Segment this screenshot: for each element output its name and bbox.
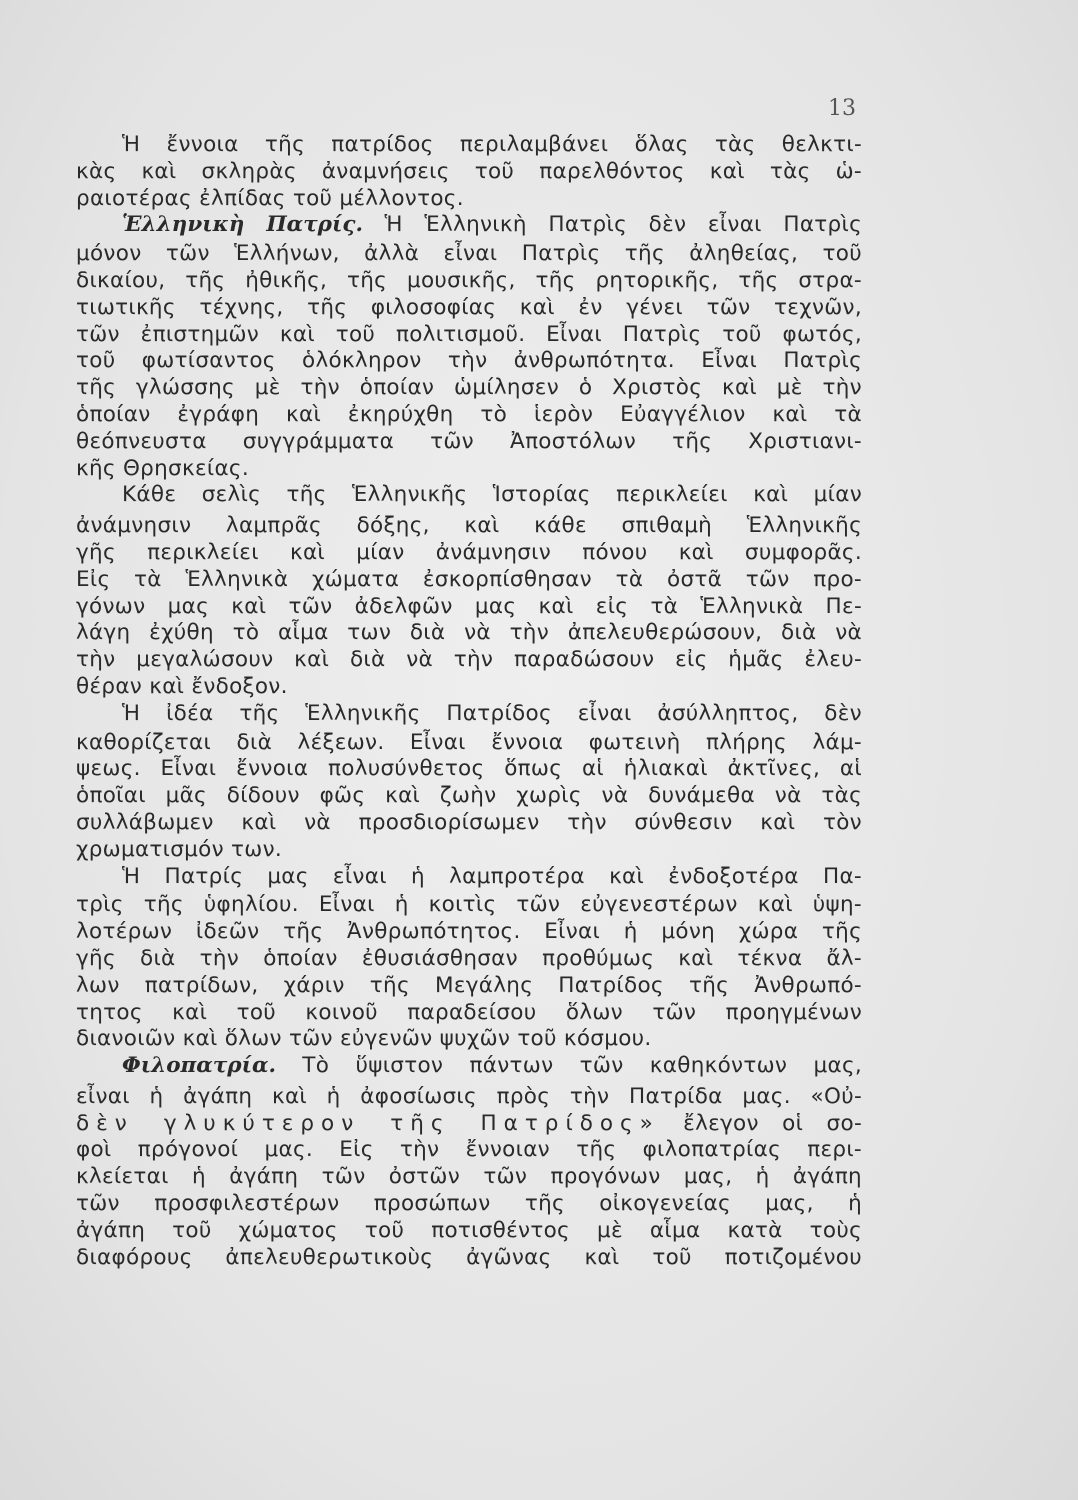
line-text: ἔλεγον οἱ σο- (659, 1110, 863, 1136)
line-text: ὁποῖαι μᾶς δίδουν φῶς καὶ ζωὴν χωρὶς νὰ δυνάμεθα νὰ τὰς (76, 783, 862, 809)
text-line (76, 1164, 862, 1191)
text-line (76, 322, 862, 349)
line-text: Ἡ Πατρίς μας εἶναι ἡ λαμπροτέρα καὶ ἐνδοξοτέρα Πα- (122, 863, 862, 889)
line-text: Κάθε σελὶς τῆς Ἑλληνικῆς Ἱστορίας περικλείει καὶ μίαν (122, 482, 862, 508)
text-line (76, 647, 862, 674)
line-text: μόνον τῶν Ἑλλήνων, ἀλλὰ εἶναι Πατρὶς τῆς ἀληθείας, τοῦ (76, 241, 862, 267)
text-line (76, 837, 862, 864)
text-line (76, 567, 862, 594)
text-line (76, 186, 862, 213)
line-text: λοτέρων ἰδεῶν τῆς Ἀνθρωπότητος. Εἶναι ἡ μόνη χώρα τῆς (76, 919, 862, 945)
line-text: τοῦ φωτίσαντος ὁλόκληρον τὴν ἀνθρωπότητα. Εἶναι Πατρὶς (76, 348, 862, 374)
text-line (76, 946, 862, 973)
text-line (76, 1218, 862, 1245)
text-line (76, 594, 862, 621)
body-text (76, 132, 862, 1271)
line-text: συλλάβωμεν καὶ νὰ προσδιορίσωμεν τὴν σύνθεσιν καὶ τὸν (76, 809, 862, 835)
text-line (76, 919, 862, 946)
text-line (76, 540, 862, 567)
line-text: Ἡ Ἑλληνικὴ Πατρὶς δὲν εἶναι Πατρὶς (362, 212, 862, 238)
text-line (76, 756, 862, 783)
text-line (76, 1245, 862, 1272)
text-line (76, 1000, 862, 1027)
line-text: Εἰς τὰ Ἑλληνικὰ χώματα ἐσκορπίσθησαν τὰ ὀστᾶ τῶν προ- (76, 566, 862, 592)
line-text: τὴν μεγαλώσουν καὶ διὰ νὰ τὴν παραδώσουν εἰς ἡμᾶς ἐλευ- (76, 647, 862, 673)
page-number: 13 (828, 96, 856, 121)
text-line (76, 1137, 862, 1164)
line-text: λάγη ἐχύθη τὸ αἷμα των διὰ νὰ τὴν ἀπελευθερώσουν, διὰ νὰ (76, 620, 862, 646)
text-line (76, 1053, 862, 1080)
line-text: διανοιῶν καὶ ὅλων τῶν εὐγενῶν ψυχῶν τοῦ κόσμου. (76, 1026, 652, 1052)
text-line (76, 973, 862, 1000)
section-lead: Φιλοπατρία. (122, 1053, 277, 1079)
line-text: γῆς περικλείει καὶ μίαν ἀνάμνησιν πόνου καὶ συμφορᾶς. (76, 539, 862, 565)
text-line (76, 674, 862, 701)
line-text: ψεως. Εἶναι ἔννοια πολυσύνθετος ὅπως αἱ ἡλιακαὶ ἀκτῖνες, αἱ (76, 756, 862, 782)
line-text: τητος καὶ τοῦ κοινοῦ παραδείσου ὅλων τῶν προηγμένων (76, 999, 862, 1025)
line-text: τῶν προσφιλεστέρων προσώπων τῆς οἰκογενείας μας, ἡ (76, 1191, 862, 1217)
line-text: γόνων μας καὶ τῶν ἀδελφῶν μας καὶ εἰς τὰ Ἑλληνικὰ Πε- (76, 593, 862, 619)
line-text: καθορίζεται διὰ λέξεων. Εἶναι ἔννοια φωτεινὴ πλήρης λάμ- (76, 729, 862, 755)
text-line (76, 1191, 862, 1218)
line-text: χρωματισμόν των. (76, 836, 283, 862)
line-text: κλείεται ἡ ἀγάπη τῶν ὀστῶν τῶν προγόνων μας, ἡ ἀγάπη (76, 1164, 862, 1190)
line-text: ἀνάμνησιν λαμπρᾶς δόξης, καὶ κάθε σπιθαμὴ Ἑλληνικῆς (76, 513, 862, 539)
text-line (76, 783, 862, 810)
line-text: διαφόρους ἀπελευθερωτικοὺς ἀγῶνας καὶ τοῦ ποτιζομένου (76, 1244, 862, 1270)
line-text: ἀγάπη τοῦ χώματος τοῦ ποτισθέντος μὲ αἷμα κατὰ τοὺς (76, 1217, 862, 1243)
text-line (76, 268, 862, 295)
line-text: κῆς Θρησκείας. (76, 455, 249, 481)
text-line (76, 892, 862, 919)
line-text: δικαίου, τῆς ἠθικῆς, τῆς μουσικῆς, τῆς ρητορικῆς, τῆς στρα- (76, 267, 862, 293)
text-line (76, 429, 862, 456)
text-line (76, 620, 862, 647)
line-text: φοὶ πρόγονοί μας. Εἰς τὴν ἔννοιαν τῆς φιλοπατρίας περι- (76, 1137, 862, 1163)
text-line (76, 159, 862, 186)
text-line (76, 348, 862, 375)
text-line (76, 132, 862, 159)
line-text: θεόπνευστα συγγράμματα τῶν Ἀποστόλων τῆς Χριστιανι- (76, 428, 862, 454)
spaced-quote: δὲν γλυκύτερον τῆς Πατρίδος» (76, 1110, 660, 1136)
text-line (76, 810, 862, 837)
line-text: τῆς γλώσσης μὲ τὴν ὁποίαν ὡμίλησεν ὁ Χριστὸς καὶ μὲ τὴν (76, 375, 862, 401)
text-line (76, 1026, 862, 1053)
section-lead: Ἑλληνικὴ Πατρίς. (122, 212, 363, 238)
text-line (76, 456, 862, 483)
line-text: λων πατρίδων, χάριν τῆς Μεγάλης Πατρίδος τῆς Ἀνθρωπό- (76, 972, 862, 998)
text-line (76, 482, 862, 509)
line-text: Τὸ ὕψιστον πάντων τῶν καθηκόντων μας, (276, 1053, 862, 1079)
text-line (76, 513, 862, 540)
text-line (76, 402, 862, 429)
line-text: κὰς καὶ σκληρὰς ἀναμνήσεις τοῦ παρελθόντος καὶ τὰς ὡ- (76, 158, 862, 184)
text-line (76, 1111, 862, 1138)
text-line (76, 212, 862, 239)
text-line (76, 241, 862, 268)
line-text: Ἡ ἔννοια τῆς πατρίδος περιλαμβάνει ὅλας τὰς θελκτι- (122, 132, 862, 157)
line-text: ραιοτέρας ἐλπίδας τοῦ μέλλοντος. (76, 185, 464, 211)
text-line (76, 295, 862, 322)
line-text: γῆς διὰ τὴν ὁποίαν ἐθυσιάσθησαν προθύμως καὶ τέκνα ἄλ- (76, 945, 862, 971)
line-text: τρὶς τῆς ὑφηλίου. Εἶναι ἡ κοιτὶς τῶν εὐγενεστέρων καὶ ὑψη- (76, 892, 862, 918)
line-text: τιωτικῆς τέχνης, τῆς φιλοσοφίας καὶ ἐν γένει τῶν τεχνῶν, (76, 294, 862, 320)
line-text: τῶν ἐπιστημῶν καὶ τοῦ πολιτισμοῦ. Εἶναι Πατρὶς τοῦ φωτός, (76, 321, 862, 347)
text-line (76, 375, 862, 402)
text-line (76, 730, 862, 757)
line-text: εἶναι ἡ ἀγάπη καὶ ἡ ἀφοσίωσις πρὸς τὴν Πατρίδα μας. «Οὐ- (76, 1083, 862, 1109)
text-line (76, 1084, 862, 1111)
line-text: θέραν καὶ ἔνδοξον. (76, 673, 288, 699)
line-text: Ἡ ἰδέα τῆς Ἑλληνικῆς Πατρίδος εἶναι ἀσύλληπτος, δὲν (122, 700, 862, 726)
text-line (76, 701, 862, 728)
text-line (76, 864, 862, 891)
line-text: ὁποίαν ἐγράφη καὶ ἐκηρύχθη τὸ ἱερὸν Εὐαγγέλιον καὶ τὰ (76, 401, 862, 427)
